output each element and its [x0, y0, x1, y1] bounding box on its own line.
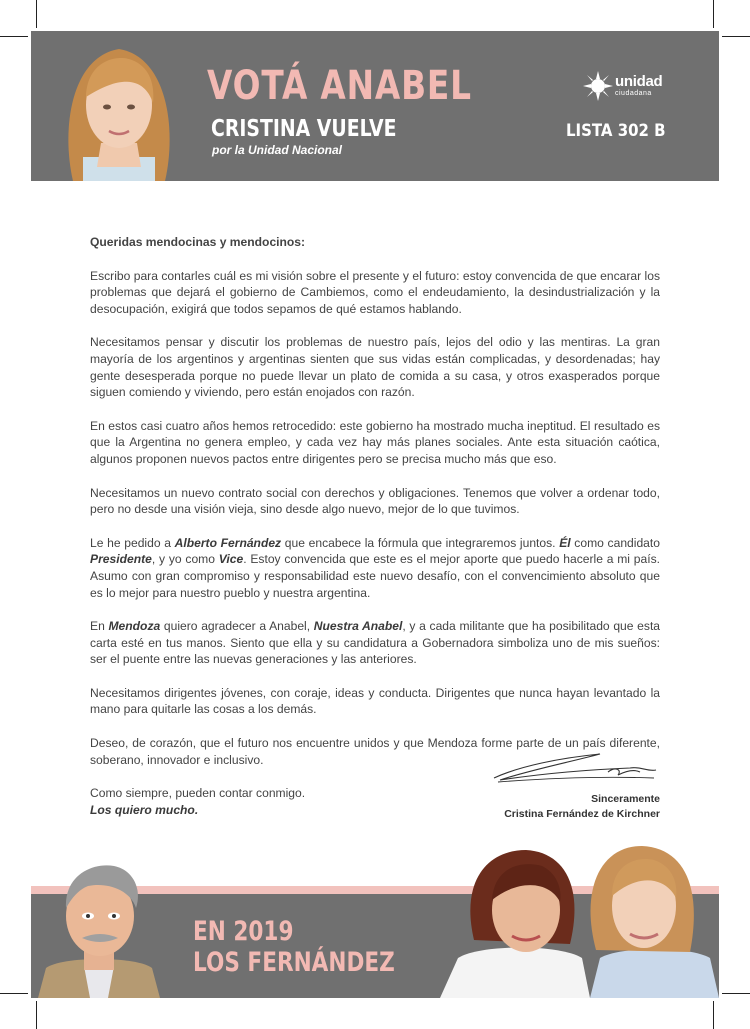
emphasis: Nuestra Anabel [313, 619, 403, 634]
letter-body [90, 234, 660, 835]
signoff [504, 792, 660, 822]
signoff-name: Cristina Fernández de Kirchner [504, 808, 660, 820]
signoff-line-1: Sinceramente [591, 793, 660, 805]
logo-word: unidad [615, 73, 663, 90]
header-title: VOTÁ ANABEL [207, 63, 472, 109]
header-band [31, 31, 719, 181]
alberto-photo [38, 856, 160, 998]
crop-mark [36, 1001, 37, 1029]
emphasis: Alberto Fernández [174, 535, 282, 550]
closing-line-1: Como siempre, pueden contar conmigo. [90, 786, 306, 801]
list-number: LISTA 302 B [566, 121, 666, 141]
salutation: Queridas mendocinas y mendocinos: [90, 235, 306, 249]
unidad-ciudadana-logo [583, 71, 673, 105]
cristina-anabel-photo [440, 840, 719, 998]
closing-line-2: Los quiero mucho. [90, 802, 199, 817]
paragraph-8: Deseo, de corazón, que el futuro nos encuentre unidos y que Mendoza forme parte de un país diferente, soberano, innovador e inclusivo. [90, 736, 660, 767]
emphasis: Vice [218, 552, 244, 567]
emphasis: Mendoza [108, 619, 161, 634]
paragraph-6: En Mendoza quiero agradecer a Anabel, Nuestra Anabel, y a cada militante que ha posibilitado que esta carta esté en tus manos. Siento que ella y su candidatura a Gobernadora simboliza uno de mis sueños: ser el puente entre las nuevas generaciones y las anteriores. [90, 619, 661, 667]
footer-line-1: EN 2019 [193, 916, 294, 947]
emphasis: Él [559, 535, 571, 550]
paragraph-7: Necesitamos dirigentes jóvenes, con coraje, ideas y conducta. Dirigentes que nunca hayan levantado la mano para quitarle las cosas a los demás. [90, 685, 660, 717]
header-subtitle: CRISTINA VUELVE [211, 116, 397, 142]
crop-mark [713, 1001, 714, 1029]
anabel-photo [53, 39, 185, 181]
crop-mark [722, 993, 750, 994]
crop-mark [0, 993, 28, 994]
footer-line-2: LOS FERNÁNDEZ [193, 947, 395, 978]
paragraph-3: En estos casi cuatro años hemos retrocedido: este gobierno ha mostrado mucha ineptitud. El resultado es que la Argentina no genera empleo, y cada vez hay más planes sociales. Ante esta situación caótica, algunos proponen nuevos pactos entre dirigentes pero se precisa mucho más que eso. [90, 418, 660, 466]
paragraph-4: Necesitamos un nuevo contrato social con derechos y obligaciones. Tenemos que volver a ordenar todo, pero no desde una visión vieja, sino desde algo nuevo, mejor de lo que tuvimos. [90, 485, 660, 517]
logo-subword: ciudadana [615, 90, 652, 97]
crop-mark [0, 36, 28, 37]
paragraph-5: Le he pedido a Alberto Fernández que encabece la fórmula que integraremos juntos. Él como candidato Presidente, y yo como Vice. Estoy convencida que este es el mejor aporte que puedo hacerle a mi país. Asumo con gran compromiso y responsabilidad este nuevo desafío, con el convencimiento absoluto que es lo mejor para nuestro pueblo y nuestra argentina. [90, 535, 660, 600]
paragraph-1: Escribo para contarles cuál es mi visión sobre el presente y el futuro: estoy convencida de que encarar los problemas que dejará el gobierno de Cambiemos, como el endeudamiento, la desindustrialización y la desocupación, exigirá que todos sepamos de qué estamos hablando. [90, 268, 660, 316]
crop-mark [36, 0, 37, 28]
header-tagline: por la Unidad Nacional [212, 143, 343, 157]
crop-mark [713, 0, 714, 28]
paragraph-2: Necesitamos pensar y discutir los problemas de nuestro país, lejos del odio y las mentiras. La gran mayoría de los argentinos y argentinas sienten que sus vidas están complicadas, y desordenadas; hay gente desesperada porque no puede llevar un plato de comida a su casa, y otros exasperados porque siguen comiendo y viviendo, pero están enojados con razón. [90, 335, 660, 400]
crop-mark [722, 36, 750, 37]
handwritten-signature [490, 748, 662, 788]
emphasis: Presidente [90, 552, 152, 567]
sun-icon [583, 71, 613, 101]
